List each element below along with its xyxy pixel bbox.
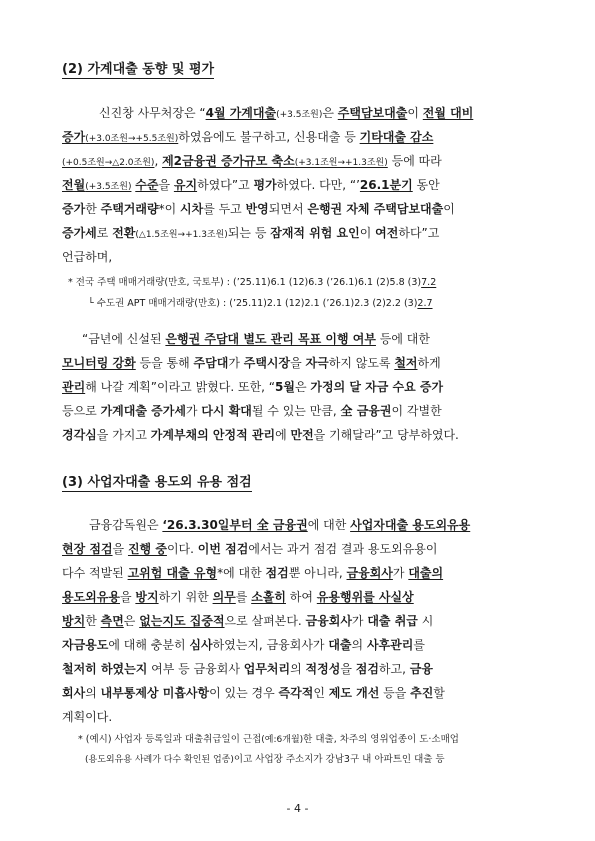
text-run: 하고, bbox=[378, 662, 410, 676]
text-run: 은행권 자체 주택담보대출 bbox=[307, 202, 444, 216]
text-run: 은 bbox=[322, 106, 338, 120]
text-line bbox=[62, 377, 443, 397]
text-run: 을 bbox=[112, 542, 128, 556]
text-run: 26.1분기 bbox=[359, 178, 413, 192]
text-run: 측면 bbox=[100, 614, 124, 628]
text-line: 언급하며, bbox=[62, 250, 113, 264]
text-run: 를 bbox=[413, 638, 425, 652]
text-run: 가계대출 증가세 bbox=[100, 404, 186, 418]
text-run: 잠재적 위험 요인 bbox=[270, 226, 360, 240]
text-run: 의 bbox=[351, 638, 367, 652]
text-run: 등을 bbox=[379, 686, 411, 700]
text-run: (만호, 국토부) bbox=[164, 277, 224, 288]
text-run: *에 대한 bbox=[217, 566, 266, 580]
text-line: 계획이다. bbox=[62, 710, 113, 724]
text-line bbox=[62, 563, 443, 583]
text-run: 의 bbox=[290, 662, 306, 676]
text-run: 이 bbox=[443, 202, 455, 216]
text-run: 자금용도 bbox=[62, 638, 109, 652]
text-run: 적정성 bbox=[305, 662, 341, 676]
text-run: (+3.5조원) bbox=[85, 182, 132, 192]
footnote-housing-transactions bbox=[68, 276, 436, 290]
text-line bbox=[62, 539, 437, 559]
text-run: 하기 위한 bbox=[158, 590, 213, 604]
text-run: 금융회사 bbox=[346, 566, 393, 580]
text-run: 하지 않도록 bbox=[328, 356, 395, 370]
text-run: 하였다”고 bbox=[197, 178, 254, 192]
text-run: 기타대출 감소 bbox=[359, 130, 434, 144]
text-run: 점검 bbox=[265, 566, 289, 580]
text-run: 이 있는 경우 bbox=[209, 686, 279, 700]
text-run: 금융감독원은 bbox=[89, 518, 163, 532]
text-run: 에 대한 bbox=[307, 518, 351, 532]
text-run: (△1.5조원→+1.3조원) bbox=[135, 230, 228, 240]
text-run: 이 bbox=[407, 106, 423, 120]
text-run: 이 bbox=[359, 226, 376, 240]
text-run: 로 bbox=[96, 226, 113, 240]
page-number: - 4 - bbox=[286, 802, 309, 815]
text-run: , bbox=[154, 154, 163, 168]
text-run: 전환 bbox=[112, 226, 136, 240]
text-run: 방지 bbox=[135, 590, 159, 604]
text-run: 해 나갈 계획”이라고 밝혔다. 또한, “ bbox=[85, 380, 276, 394]
text-run: : (’25.11)2.1 (12)2.1 (’26.1)2.3 (2)2.2 (3) bbox=[220, 298, 418, 309]
text-run: (+0.5조원→△2.0조원) bbox=[62, 158, 155, 168]
text-run: 될 수 있는 만큼, bbox=[251, 404, 341, 418]
text-run: 등에 따라 bbox=[387, 154, 442, 168]
text-run: (만호) bbox=[194, 298, 221, 309]
text-run: 사업자대출 용도외유용 bbox=[350, 518, 471, 532]
text-run: 전월 대비 bbox=[422, 106, 474, 120]
text-run: 여부 등 금융회사 bbox=[147, 662, 244, 676]
section-heading-household-loans: (2) 가계대출 동향 및 평가 bbox=[62, 58, 214, 79]
section-heading-business-loans: (3) 사업자대출 용도외 유용 점검 bbox=[62, 471, 252, 492]
text-run: 를 두고 bbox=[203, 202, 246, 216]
text-run: 없는지도 집중적 bbox=[139, 614, 225, 628]
text-line bbox=[62, 199, 455, 219]
text-run: 관리 bbox=[62, 380, 86, 394]
text-run: 주택시장 bbox=[243, 356, 291, 370]
text-run: 대출 bbox=[328, 638, 352, 652]
text-run: 7.2 bbox=[421, 277, 437, 288]
text-line bbox=[99, 103, 473, 123]
text-run: 하였음에도 불구하고, 신용대출 등 bbox=[178, 130, 360, 144]
text-run: “금년에 신설된 bbox=[82, 332, 166, 346]
text-run: 금융 bbox=[409, 662, 433, 676]
text-run: 5월 bbox=[275, 380, 295, 394]
text-run: 이 각별한 bbox=[391, 404, 442, 418]
text-run: 수준 bbox=[135, 178, 159, 192]
text-run: 철저 bbox=[394, 356, 418, 370]
text-run: 반영 bbox=[245, 202, 269, 216]
text-run: 다수 적발된 bbox=[62, 566, 128, 580]
text-line bbox=[62, 223, 439, 243]
text-run: 등으로 bbox=[62, 404, 101, 418]
text-run: 을 기해달라”고 당부하였다. bbox=[313, 428, 459, 442]
text-run: 모니터링 강화 bbox=[62, 356, 136, 370]
text-run: 고위험 대출 유형 bbox=[127, 566, 218, 580]
text-run: 가 bbox=[351, 614, 368, 628]
text-run: 가 bbox=[228, 356, 244, 370]
text-run: * 전국 주택 매매거래량 bbox=[68, 277, 165, 288]
footnote-high-risk-example-cont bbox=[85, 753, 445, 767]
text-run: 하게 bbox=[417, 356, 441, 370]
text-run: 에 대해 충분히 bbox=[108, 638, 190, 652]
text-run: 증가세 bbox=[62, 226, 97, 240]
text-line bbox=[62, 611, 433, 631]
text-line bbox=[62, 127, 433, 147]
text-run: * (예시) 사업자 등록일과 대출취급일이 근접 bbox=[78, 734, 262, 745]
text-line bbox=[89, 515, 470, 535]
text-run: 현장 점검 bbox=[62, 542, 113, 556]
text-run: 하였는지, 금융회사가 bbox=[212, 638, 329, 652]
text-run: 철저히 하였는지 bbox=[62, 662, 148, 676]
text-run: 할 bbox=[433, 686, 445, 700]
text-run: : (’25.11)6.1 (12)6.3 (’26.1)6.1 (2)5.8 (3) bbox=[223, 277, 422, 288]
text-run: 평가 bbox=[253, 178, 277, 192]
text-run: (예:6개월) bbox=[261, 735, 304, 745]
text-run: 추진 bbox=[410, 686, 434, 700]
text-run: 점검 bbox=[355, 662, 379, 676]
text-line bbox=[62, 683, 445, 703]
text-run: 뿐 아니라, bbox=[288, 566, 347, 580]
text-run: 하였다. 다만, “’ bbox=[276, 178, 360, 192]
text-run: 시 bbox=[417, 614, 434, 628]
text-run: 한 대출, 차주의 영위업종이 도·소매업 bbox=[303, 734, 459, 745]
text-run: 금융회사 bbox=[305, 614, 352, 628]
text-run: 진행 중 bbox=[127, 542, 167, 556]
text-run: 다시 확대 bbox=[201, 404, 252, 418]
text-run: 여전 bbox=[375, 226, 399, 240]
text-line bbox=[82, 329, 430, 349]
text-run: 를 bbox=[235, 590, 252, 604]
text-run: 4월 가계대출 bbox=[205, 106, 277, 120]
footnote-high-risk-example bbox=[78, 733, 459, 747]
text-run: 全 금융권 bbox=[340, 404, 392, 418]
text-run: └ 수도권 APT 매매거래량 bbox=[88, 298, 195, 309]
text-run: 내부통제상 미흡사항 bbox=[100, 686, 210, 700]
text-run: 하여 bbox=[285, 590, 317, 604]
text-run: (+3.1조원→+1.3조원) bbox=[294, 158, 388, 168]
text-run: 업무처리 bbox=[243, 662, 291, 676]
text-run: 되면서 bbox=[268, 202, 308, 216]
text-run: 신진창 사무처장은 “ bbox=[99, 106, 206, 120]
text-run: *이 bbox=[158, 202, 180, 216]
text-run: 대출의 bbox=[408, 566, 444, 580]
text-run: 이다. bbox=[166, 542, 198, 556]
text-run: 을 bbox=[340, 662, 356, 676]
text-run: 만전 bbox=[290, 428, 314, 442]
text-run: 심사 bbox=[189, 638, 213, 652]
text-run: 가계부채의 안정적 관리 bbox=[150, 428, 276, 442]
text-line bbox=[62, 151, 442, 171]
text-run: 증가 bbox=[62, 130, 86, 144]
text-line bbox=[62, 659, 433, 679]
text-run: 가정의 달 자금 수요 증가 bbox=[310, 380, 444, 394]
text-run: 가 bbox=[392, 566, 409, 580]
text-run: 대출 취급 bbox=[367, 614, 418, 628]
text-run: 가 bbox=[185, 404, 202, 418]
text-run: 을 bbox=[119, 590, 136, 604]
text-line bbox=[62, 353, 441, 373]
text-run: 주택담보대출 bbox=[337, 106, 408, 120]
text-run: 으로 살펴본다. bbox=[224, 614, 306, 628]
text-run: 은행권 주담대 별도 관리 목표 이행 여부 bbox=[165, 332, 376, 346]
text-run: 즉각적 bbox=[278, 686, 314, 700]
text-run: 사후관리 bbox=[366, 638, 414, 652]
text-run: 등에 대한 bbox=[375, 332, 430, 346]
text-run: 의무 bbox=[212, 590, 236, 604]
text-run: 유지 bbox=[173, 178, 198, 192]
text-run: 동안 bbox=[412, 178, 440, 192]
text-run: ‘26.3.30일부터 全 금융권 bbox=[162, 518, 308, 532]
text-run: 한 bbox=[85, 202, 101, 216]
text-run: 주담대 bbox=[193, 356, 229, 370]
text-run: 을 bbox=[158, 178, 174, 192]
text-run: 인 bbox=[313, 686, 329, 700]
text-run: 등을 통해 bbox=[135, 356, 194, 370]
text-run: (+3.0조원→+5.5조원) bbox=[85, 134, 179, 144]
text-line bbox=[62, 635, 425, 655]
text-run: 은 bbox=[294, 380, 311, 394]
text-run: 제2금융권 증가규모 축소 bbox=[162, 154, 295, 168]
text-run: 제도 개선 bbox=[328, 686, 380, 700]
footnote-capital-area-apt bbox=[88, 297, 433, 311]
text-line bbox=[62, 425, 459, 445]
text-run: 방치 bbox=[62, 614, 86, 628]
text-run: 에 bbox=[275, 428, 291, 442]
text-run: 하다”고 bbox=[398, 226, 440, 240]
text-run: 을 가지고 bbox=[96, 428, 151, 442]
text-run: 유용행위를 사실상 bbox=[316, 590, 414, 604]
text-line bbox=[62, 401, 442, 421]
text-run: (+3.5조원) bbox=[276, 110, 323, 120]
text-line bbox=[62, 587, 414, 607]
text-run: 한 bbox=[85, 614, 101, 628]
text-run: 주택거래량 bbox=[100, 202, 159, 216]
text-run: (용도외유용 사례가 다수 확인된 업종) bbox=[85, 755, 234, 765]
text-run: 소홀히 bbox=[251, 590, 286, 604]
text-run: 은 bbox=[123, 614, 140, 628]
text-run: 되는 등 bbox=[227, 226, 271, 240]
text-run: 을 bbox=[290, 356, 306, 370]
text-run: 회사 bbox=[62, 686, 86, 700]
text-line bbox=[62, 175, 440, 195]
text-run: 시차 bbox=[180, 202, 204, 216]
text-run: 에서는 과거 점검 결과 용도외유용이 bbox=[248, 542, 438, 556]
text-run: 이고 사업장 주소지가 강남3구 내 아파트인 대출 등 bbox=[233, 754, 445, 765]
text-run: 2.7 bbox=[417, 298, 433, 309]
text-run: 용도외유용 bbox=[62, 590, 120, 604]
text-run: 전월 bbox=[62, 178, 86, 192]
text-run: 자극 bbox=[305, 356, 329, 370]
text-run: 증가 bbox=[62, 202, 86, 216]
text-run: 이번 점검 bbox=[197, 542, 249, 556]
text-run: 경각심 bbox=[62, 428, 97, 442]
text-run: 의 bbox=[85, 686, 101, 700]
